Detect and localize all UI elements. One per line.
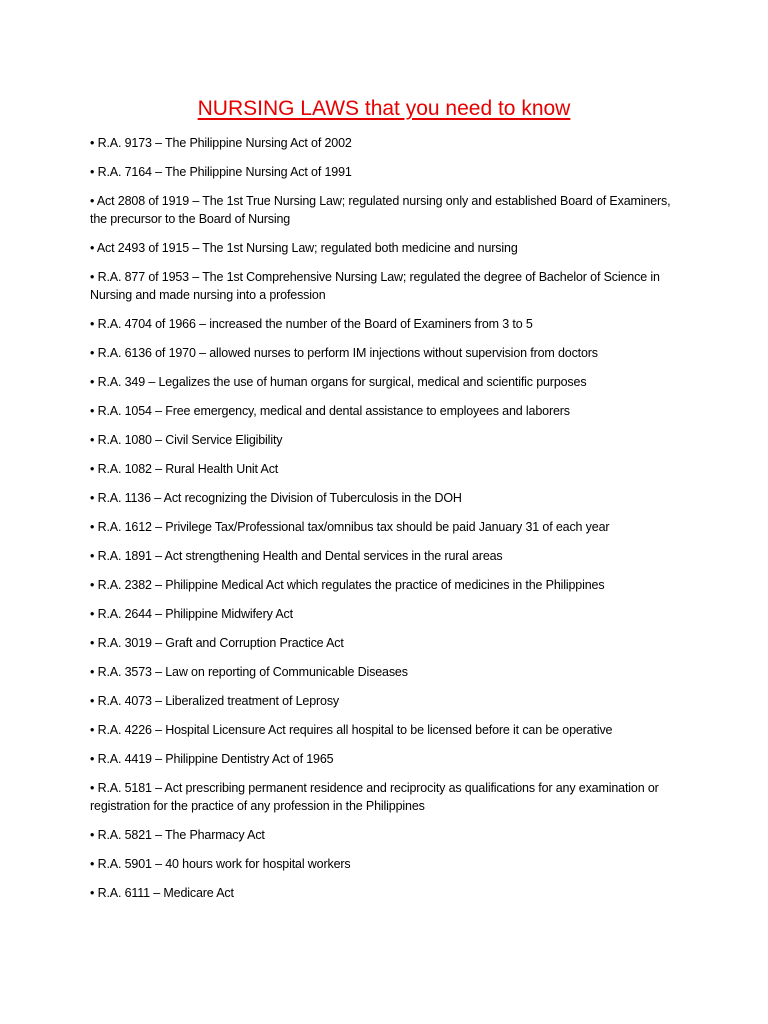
list-item — [90, 163, 678, 181]
list-item — [90, 518, 678, 536]
list-item-text: R.A. 4704 of 1966 – increased the number of the Board of Examiners from 3 to 5 — [97, 317, 533, 331]
list-item-text: R.A. 1891 – Act strengthening Health and Dental services in the rural areas — [97, 549, 503, 563]
list-item — [90, 315, 678, 333]
list-item — [90, 884, 678, 902]
bullet-icon: • — [90, 578, 95, 592]
list-item — [90, 460, 678, 478]
list-item-text: R.A. 5901 – 40 hours work for hospital workers — [97, 857, 351, 871]
list-item — [90, 779, 678, 815]
bullet-icon: • — [90, 165, 95, 179]
bullet-icon: • — [90, 828, 95, 842]
list-item-text: R.A. 7164 – The Philippine Nursing Act of 1991 — [97, 165, 352, 179]
list-item-text: R.A. 5181 – Act prescribing permanent residence and reciprocity as qualifications for any examination or registration for the practice of any profession in the Philippines — [90, 781, 659, 813]
list-item-text: R.A. 1082 – Rural Health Unit Act — [97, 462, 279, 476]
bullet-icon: • — [90, 607, 95, 621]
bullet-icon: • — [90, 857, 95, 871]
list-item-text: R.A. 2382 – Philippine Medical Act which regulates the practice of medicines in the Philippines — [97, 578, 605, 592]
bullet-icon: • — [90, 317, 95, 331]
bullet-icon: • — [90, 136, 95, 150]
list-item — [90, 576, 678, 594]
list-item — [90, 855, 678, 873]
list-item — [90, 344, 678, 362]
bullet-icon: • — [90, 723, 95, 737]
list-item-text: R.A. 1612 – Privilege Tax/Professional tax/omnibus tax should be paid January 31 of each year — [97, 520, 610, 534]
bullet-icon: • — [90, 520, 95, 534]
list-item-text: Act 2808 of 1919 – The 1st True Nursing Law; regulated nursing only and established Board of Examiners, the precursor to the Board of Nursing — [90, 194, 671, 226]
list-item — [90, 605, 678, 623]
list-item — [90, 663, 678, 681]
bullet-icon: • — [90, 433, 95, 447]
list-item-text: R.A. 1054 – Free emergency, medical and dental assistance to employees and laborers — [97, 404, 570, 418]
list-item-text: Act 2493 of 1915 – The 1st Nursing Law; regulated both medicine and nursing — [96, 241, 518, 255]
bullet-icon: • — [90, 886, 95, 900]
bullet-icon: • — [90, 491, 95, 505]
list-item-text: R.A. 1080 – Civil Service Eligibility — [97, 433, 283, 447]
list-item — [90, 373, 678, 391]
list-item — [90, 489, 678, 507]
list-item-text: R.A. 6136 of 1970 – allowed nurses to perform IM injections without supervision from doctors — [97, 346, 598, 360]
list-item — [90, 134, 678, 152]
bullet-icon: • — [90, 665, 95, 679]
list-item-text: R.A. 4226 – Hospital Licensure Act requires all hospital to be licensed before it can be operative — [97, 723, 613, 737]
bullet-icon: • — [90, 194, 95, 208]
list-item-text: R.A. 6111 – Medicare Act — [97, 886, 234, 900]
list-item — [90, 268, 678, 304]
list-item — [90, 826, 678, 844]
list-item-text: R.A. 9173 – The Philippine Nursing Act of 2002 — [97, 136, 352, 150]
list-item — [90, 750, 678, 768]
bullet-icon: • — [90, 346, 95, 360]
bullet-icon: • — [90, 549, 95, 563]
bullet-icon: • — [90, 270, 95, 284]
list-item — [90, 634, 678, 652]
list-item-text: R.A. 877 of 1953 – The 1st Comprehensive Nursing Law; regulated the degree of Bachelor of Science in Nursing and made nursing into a profession — [90, 270, 660, 302]
bullet-icon: • — [90, 694, 95, 708]
list-item — [90, 431, 678, 449]
list-item — [90, 402, 678, 420]
list-item-text: R.A. 3573 – Law on reporting of Communicable Diseases — [97, 665, 408, 679]
list-item-text: R.A. 3019 – Graft and Corruption Practice Act — [97, 636, 344, 650]
list-item-text: R.A. 349 – Legalizes the use of human organs for surgical, medical and scientific purposes — [97, 375, 587, 389]
list-item — [90, 692, 678, 710]
law-list — [90, 134, 678, 902]
bullet-icon: • — [90, 375, 95, 389]
list-item-text: R.A. 4419 – Philippine Dentistry Act of 1965 — [97, 752, 334, 766]
list-item-text: R.A. 1136 – Act recognizing the Division of Tuberculosis in the DOH — [97, 491, 462, 505]
bullet-icon: • — [90, 752, 95, 766]
bullet-icon: • — [90, 404, 95, 418]
bullet-icon: • — [90, 781, 95, 795]
list-item — [90, 239, 678, 257]
bullet-icon: • — [90, 241, 95, 255]
bullet-icon: • — [90, 462, 95, 476]
page-title: NURSING LAWS that you need to know — [197, 97, 571, 120]
list-item — [90, 192, 678, 228]
list-item — [90, 547, 678, 565]
list-item-text: R.A. 4073 – Liberalized treatment of Leprosy — [97, 694, 340, 708]
bullet-icon: • — [90, 636, 95, 650]
list-item — [90, 721, 678, 739]
list-item-text: R.A. 2644 – Philippine Midwifery Act — [97, 607, 293, 621]
list-item-text: R.A. 5821 – The Pharmacy Act — [97, 828, 265, 842]
